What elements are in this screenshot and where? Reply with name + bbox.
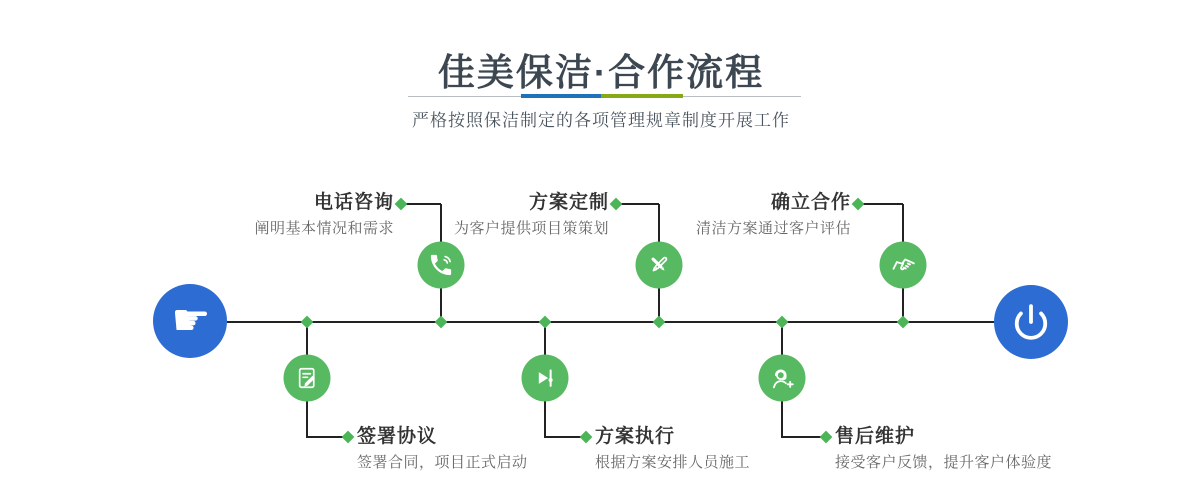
step-circle-service xyxy=(759,355,806,402)
step-circle-design xyxy=(636,242,683,289)
design-pens-icon xyxy=(646,252,673,279)
timeline-node-diamond xyxy=(776,316,789,329)
timeline-node-diamond xyxy=(539,316,552,329)
divider-green-segment xyxy=(601,94,683,98)
pointing-hand-icon: ☛ xyxy=(171,295,211,346)
step-circle-execute xyxy=(522,355,569,402)
timeline-start-circle xyxy=(153,284,227,358)
play-execute-icon xyxy=(532,365,559,392)
timeline-node-diamond xyxy=(435,316,448,329)
step-circle-phone xyxy=(418,242,465,289)
timeline-line xyxy=(227,321,994,323)
phone-icon xyxy=(428,252,455,279)
step-circle-sign xyxy=(284,355,331,402)
connector-line xyxy=(307,436,345,438)
step-desc: 清洁方案通过客户评估 xyxy=(695,220,851,237)
label-node-diamond xyxy=(342,431,355,444)
timeline-node-diamond xyxy=(301,316,314,329)
sign-document-icon xyxy=(294,365,321,392)
step-title: 售后维护 xyxy=(835,426,916,447)
step-label-establish-coop xyxy=(551,192,851,238)
divider-blue-segment xyxy=(521,94,601,98)
step-title: 方案执行 xyxy=(595,426,676,447)
handshake-icon xyxy=(889,251,917,279)
step-desc: 为客户提供项目策策划 xyxy=(453,220,609,237)
timeline-end-circle xyxy=(994,285,1068,359)
page-subtitle: 严格按照保洁制定的各项管理规章制度开展工作 xyxy=(412,111,790,130)
connector-line xyxy=(862,203,903,205)
timeline-node-diamond xyxy=(653,316,666,329)
step-title: 电话咨询 xyxy=(313,192,394,213)
step-label-after-sales xyxy=(835,426,1135,472)
step-desc: 接受客户反馈，提升客户体验度 xyxy=(835,454,1053,471)
step-title: 签署协议 xyxy=(357,426,438,447)
power-icon xyxy=(1012,303,1050,341)
step-desc: 根据方案安排人员施工 xyxy=(595,454,751,471)
page-title: 佳美保洁·合作流程 xyxy=(437,52,765,93)
step-title: 确立合作 xyxy=(770,192,851,213)
label-node-diamond xyxy=(852,198,865,211)
step-title: 方案定制 xyxy=(528,192,609,213)
step-desc: 签署合同，项目正式启动 xyxy=(357,454,528,471)
step-desc: 阐明基本情况和需求 xyxy=(254,220,394,237)
timeline-node-diamond xyxy=(897,316,910,329)
customer-service-icon xyxy=(768,364,796,392)
step-circle-handshake xyxy=(880,242,927,289)
